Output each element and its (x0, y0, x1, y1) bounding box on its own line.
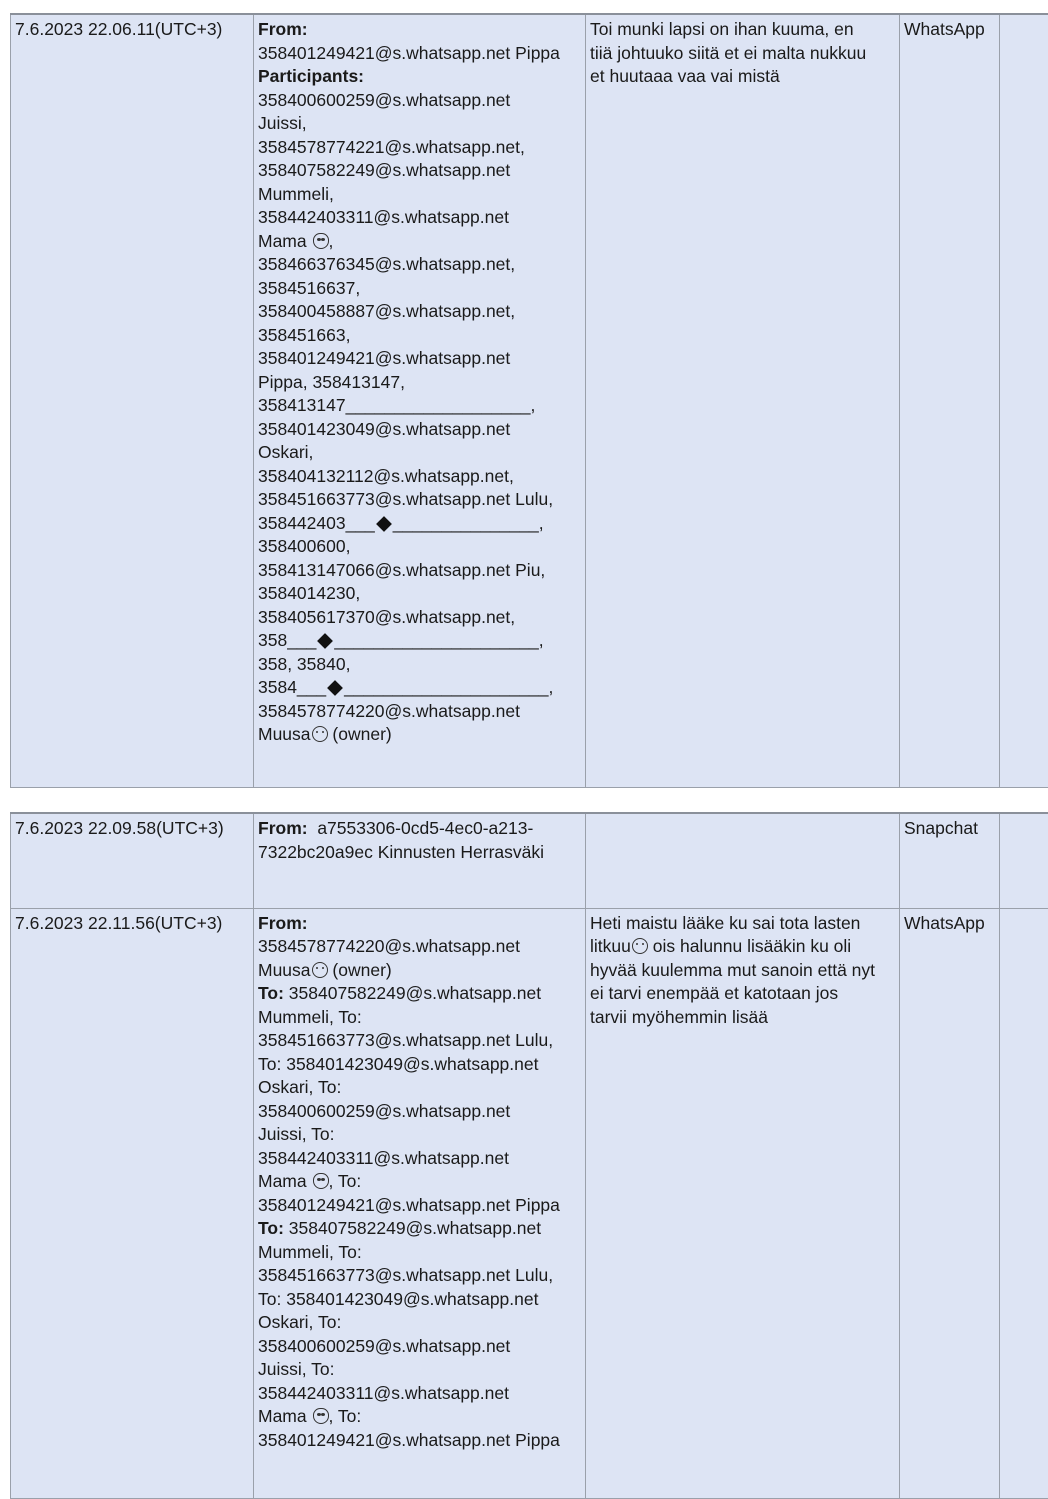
participant-line: 358466376345@s.whatsapp.net, (258, 253, 581, 277)
timestamp-cell (11, 813, 254, 908)
smiley-emoji-icon (312, 962, 328, 978)
participant-line (258, 629, 581, 653)
to-line: 358451663773@s.whatsapp.net Lulu, (258, 1029, 581, 1053)
participant-fragment: _______________, (393, 513, 544, 533)
from-label: From: (258, 818, 308, 838)
participant-line: 3584014230, (258, 582, 581, 606)
participant-line: 3584578774220@s.whatsapp.net (258, 700, 581, 724)
participant-line: Juissi, (258, 112, 581, 136)
message-table-2 (10, 812, 1048, 1499)
participant-line: 358451663773@s.whatsapp.net Lulu, (258, 488, 581, 512)
app-name: WhatsApp (904, 913, 985, 933)
to-line: 358400600259@s.whatsapp.net (258, 1100, 581, 1124)
replacement-character-icon (317, 633, 333, 649)
message-table-1 (10, 13, 1048, 788)
participant-line: 358413147___________________, (258, 394, 581, 418)
to-line: 358442403311@s.whatsapp.net (258, 1147, 581, 1171)
to-line: 358451663773@s.whatsapp.net Lulu, (258, 1264, 581, 1288)
parties-cell (254, 813, 586, 908)
participant-line: 358442403311@s.whatsapp.net (258, 206, 581, 230)
from-label: From: (258, 18, 581, 42)
message-body-cell (586, 14, 900, 787)
from-value (258, 959, 581, 983)
from-line (258, 817, 581, 841)
app-cell (900, 908, 1000, 1498)
participant-fragment: 358___ (258, 630, 316, 650)
participant-fragment: 358442403___ (258, 513, 375, 533)
replacement-character-icon (327, 680, 343, 696)
participant-line: Pippa, 358413147, (258, 371, 581, 395)
table-row (11, 813, 1048, 908)
from-value: 3584578774220@s.whatsapp.net (258, 935, 581, 959)
to-line (258, 982, 581, 1006)
participant-line: 358407582249@s.whatsapp.net (258, 159, 581, 183)
replacement-character-icon (376, 516, 392, 532)
participant-line: 358401423049@s.whatsapp.net (258, 418, 581, 442)
message-body-line: hyvää kuulemma mut sanoin että nyt (590, 959, 895, 983)
to-line: Juissi, To: (258, 1358, 581, 1382)
participant-line: Oskari, (258, 441, 581, 465)
participant-line: 358400600, (258, 535, 581, 559)
message-body-line: et huutaaa vaa vai mistä (590, 65, 895, 89)
message-body-line: tiiä johtuuko siitä et ei malta nukkuu (590, 42, 895, 66)
app-cell (900, 813, 1000, 908)
participant-line: Mama , (258, 230, 581, 254)
participant-name: Mama (258, 231, 307, 251)
mask-emoji-icon (313, 233, 329, 249)
to-line: Mummeli, To: (258, 1006, 581, 1030)
from-label: From: (258, 912, 581, 936)
recipient-name: Mama (258, 1171, 307, 1191)
message-body-cell (586, 813, 900, 908)
app-cell (900, 14, 1000, 787)
participant-line: 358401249421@s.whatsapp.net (258, 347, 581, 371)
to-suffix: , To: (329, 1406, 362, 1426)
to-line (258, 1217, 581, 1241)
recipient: 358407582249@s.whatsapp.net (289, 983, 541, 1003)
to-line: Mummeli, To: (258, 1241, 581, 1265)
table-row (11, 908, 1048, 1498)
participant-fragment: 3584___ (258, 677, 326, 697)
participant-fragment: _____________________, (334, 630, 543, 650)
to-line (258, 1405, 581, 1429)
message-fragment: litkuu (590, 936, 631, 956)
owner-tag: (owner) (332, 960, 391, 980)
participant-line: 358405617370@s.whatsapp.net, (258, 606, 581, 630)
grin-emoji-icon (632, 938, 648, 954)
participant-line (258, 676, 581, 700)
to-suffix: , To: (329, 1171, 362, 1191)
to-line: Oskari, To: (258, 1311, 581, 1335)
extra-cell (1000, 813, 1048, 908)
recipient: 358407582249@s.whatsapp.net (289, 1218, 541, 1238)
message-body-line: ei tarvi enempää et katotaan jos (590, 982, 895, 1006)
message-body-line: Toi munki lapsi on ihan kuuma, en (590, 18, 895, 42)
participant-fragment: _____________________, (344, 677, 553, 697)
sender-name: Muusa (258, 960, 311, 980)
to-line: Juissi, To: (258, 1123, 581, 1147)
message-fragment: ois halunnu lisääkin ku oli (653, 936, 851, 956)
message-body-line: Heti maistu lääke ku sai tota lasten (590, 912, 895, 936)
app-name: Snapchat (904, 818, 978, 838)
from-value: a7553306-0cd5-4ec0-a213- (317, 818, 533, 838)
participant-line: 358400600259@s.whatsapp.net (258, 89, 581, 113)
timestamp: 7.6.2023 22.11.56(UTC+3) (15, 913, 222, 933)
to-label: To: (258, 1218, 284, 1238)
timestamp: 7.6.2023 22.06.11(UTC+3) (15, 19, 222, 39)
mask-emoji-icon (313, 1173, 329, 1189)
participant-line: 3584516637, (258, 277, 581, 301)
to-line: To: 358401423049@s.whatsapp.net (258, 1053, 581, 1077)
parties-cell (254, 14, 586, 787)
participants-label: Participants: (258, 65, 581, 89)
app-name: WhatsApp (904, 19, 985, 39)
participant-line: 358400458887@s.whatsapp.net, (258, 300, 581, 324)
to-line: 358400600259@s.whatsapp.net (258, 1335, 581, 1359)
timestamp-cell (11, 908, 254, 1498)
participant-line: 358404132112@s.whatsapp.net, (258, 465, 581, 489)
owner-tag: (owner) (332, 724, 391, 744)
to-line: 358401249421@s.whatsapp.net Pippa (258, 1429, 581, 1453)
extra-cell (1000, 908, 1048, 1498)
message-body-line: tarvii myöhemmin lisää (590, 1006, 895, 1030)
participant-line (258, 512, 581, 536)
participant-line: 358413147066@s.whatsapp.net Piu, (258, 559, 581, 583)
from-value: 358401249421@s.whatsapp.net Pippa (258, 42, 581, 66)
to-line: To: 358401423049@s.whatsapp.net (258, 1288, 581, 1312)
parties-cell (254, 908, 586, 1498)
mask-emoji-icon (313, 1408, 329, 1424)
table-row (11, 14, 1048, 787)
participant-line: 358, 35840, (258, 653, 581, 677)
participant-line: 3584578774221@s.whatsapp.net, (258, 136, 581, 160)
participant-line: 358451663, (258, 324, 581, 348)
participant-name: Muusa (258, 724, 311, 744)
to-line: 358401249421@s.whatsapp.net Pippa (258, 1194, 581, 1218)
to-line (258, 1170, 581, 1194)
message-body-cell (586, 908, 900, 1498)
to-line: 358442403311@s.whatsapp.net (258, 1382, 581, 1406)
recipient-name: Mama (258, 1406, 307, 1426)
participant-line (258, 723, 581, 747)
from-value-line: 7322bc20a9ec Kinnusten Herrasväki (258, 841, 581, 865)
extra-cell (1000, 14, 1048, 787)
smiley-emoji-icon (312, 726, 328, 742)
timestamp-cell (11, 14, 254, 787)
to-label: To: (258, 983, 284, 1003)
message-body-line (590, 935, 895, 959)
to-line: Oskari, To: (258, 1076, 581, 1100)
timestamp: 7.6.2023 22.09.58(UTC+3) (15, 818, 224, 838)
participant-line: Mummeli, (258, 183, 581, 207)
